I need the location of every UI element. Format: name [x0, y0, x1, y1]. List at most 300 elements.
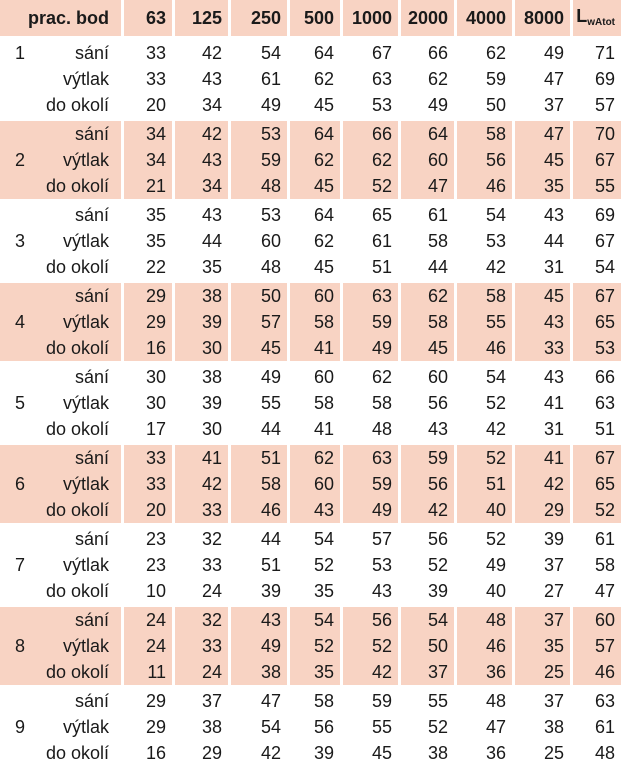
level-cell: 59 [454, 66, 512, 92]
point-number [0, 688, 40, 714]
level-cell: 46 [454, 173, 512, 202]
table-row [0, 526, 621, 552]
table-row [0, 173, 621, 202]
level-cell: 30 [121, 390, 172, 416]
level-cell: 27 [512, 578, 570, 604]
level-cell: 54 [454, 364, 512, 390]
measurement-type-label: sání [40, 442, 121, 471]
level-cell: 59 [340, 471, 398, 497]
level-cell: 56 [287, 714, 340, 740]
level-cell: 48 [340, 416, 398, 442]
table-row [0, 280, 621, 309]
level-cell: 43 [398, 416, 454, 442]
level-cell: 43 [172, 66, 228, 92]
level-cell: 34 [172, 173, 228, 202]
level-cell: 60 [287, 364, 340, 390]
measurement-type-label: sání [74, 691, 110, 711]
total-level-cell: 57 [570, 633, 621, 659]
measurement-type-label: sání [74, 367, 110, 387]
level-cell: 44 [228, 416, 287, 442]
total-level-main: L [576, 6, 588, 26]
level-cell: 39 [172, 309, 228, 335]
table-row [0, 92, 621, 118]
measurement-type-label: výtlak [40, 309, 121, 335]
level-cell: 61 [340, 228, 398, 254]
header-row [0, 0, 621, 40]
total-level-subscript: wAtot [587, 17, 616, 28]
level-cell: 49 [340, 335, 398, 364]
level-cell: 54 [398, 604, 454, 633]
level-cell: 54 [287, 526, 340, 552]
level-cell: 52 [454, 390, 512, 416]
level-cell: 48 [228, 254, 287, 280]
level-cell: 34 [121, 147, 172, 173]
level-cell: 59 [340, 309, 398, 335]
level-cell: 29 [172, 740, 228, 766]
level-cell: 52 [454, 442, 512, 471]
level-cell: 33 [172, 633, 228, 659]
measurement-type-label: výtlak [63, 231, 110, 251]
level-cell: 42 [454, 416, 512, 442]
measurement-type-label: výtlak [63, 69, 110, 89]
point-number: 2 [0, 147, 40, 173]
level-cell: 20 [121, 497, 172, 526]
level-cell: 50 [454, 92, 512, 118]
level-cell: 41 [512, 442, 570, 471]
level-cell: 29 [512, 497, 570, 526]
level-cell: 51 [340, 254, 398, 280]
level-cell: 49 [228, 364, 287, 390]
level-cell: 62 [454, 40, 512, 66]
level-cell: 11 [121, 659, 172, 688]
level-cell: 49 [512, 40, 570, 66]
level-cell: 25 [512, 659, 570, 688]
level-cell: 44 [172, 228, 228, 254]
table-row [0, 390, 621, 416]
level-cell: 39 [172, 390, 228, 416]
level-cell: 38 [512, 714, 570, 740]
total-level-cell: 63 [570, 390, 621, 416]
total-level-cell: 67 [570, 442, 621, 471]
level-cell: 56 [398, 526, 454, 552]
level-cell: 65 [340, 202, 398, 228]
level-cell: 45 [512, 147, 570, 173]
level-cell: 52 [398, 714, 454, 740]
level-cell: 62 [287, 147, 340, 173]
level-cell: 56 [454, 147, 512, 173]
level-cell: 53 [340, 552, 398, 578]
level-cell: 25 [512, 740, 570, 766]
table-row [0, 497, 621, 526]
level-cell: 56 [340, 604, 398, 633]
table-row [0, 66, 621, 92]
measurement-type-label: do okolí [40, 173, 121, 202]
table-row [0, 633, 621, 659]
level-cell: 39 [398, 578, 454, 604]
freq-header-8000: 8000 [512, 0, 570, 40]
level-cell: 35 [287, 659, 340, 688]
level-cell: 45 [512, 280, 570, 309]
total-level-cell: 54 [570, 254, 621, 280]
level-cell: 62 [398, 66, 454, 92]
level-cell: 42 [172, 118, 228, 147]
level-cell: 42 [172, 471, 228, 497]
level-cell: 49 [398, 92, 454, 118]
total-level-cell: 67 [570, 147, 621, 173]
level-cell: 66 [398, 40, 454, 66]
level-cell: 52 [287, 633, 340, 659]
table-row [0, 442, 621, 471]
level-cell: 38 [172, 714, 228, 740]
freq-header-1000: 1000 [340, 0, 398, 40]
total-level-cell: 57 [570, 92, 621, 118]
freq-header-4000: 4000 [454, 0, 512, 40]
level-cell: 52 [398, 552, 454, 578]
level-cell: 29 [121, 309, 172, 335]
level-cell: 58 [287, 309, 340, 335]
level-cell: 43 [512, 202, 570, 228]
level-cell: 43 [340, 578, 398, 604]
total-level-cell: 70 [570, 118, 621, 147]
measurement-type-label: výtlak [63, 393, 110, 413]
level-cell: 32 [172, 604, 228, 633]
level-cell: 31 [512, 254, 570, 280]
point-number [0, 497, 40, 526]
total-level-cell: 66 [570, 364, 621, 390]
freq-header-63: 63 [121, 0, 172, 40]
measurement-type-label: sání [40, 118, 121, 147]
level-cell: 34 [172, 92, 228, 118]
table-row [0, 254, 621, 280]
level-cell: 47 [228, 688, 287, 714]
level-cell: 24 [121, 604, 172, 633]
level-cell: 59 [228, 147, 287, 173]
total-level-cell: 67 [570, 228, 621, 254]
measurement-type-label: do okolí [40, 335, 121, 364]
level-cell: 58 [398, 309, 454, 335]
point-number: 3 [14, 231, 25, 251]
level-cell: 58 [454, 118, 512, 147]
point-number [0, 604, 40, 633]
level-cell: 59 [398, 442, 454, 471]
point-number [0, 118, 40, 147]
level-cell: 64 [398, 118, 454, 147]
level-cell: 37 [398, 659, 454, 688]
level-cell: 33 [172, 497, 228, 526]
level-cell: 42 [398, 497, 454, 526]
table-row [0, 147, 621, 173]
point-number [0, 202, 40, 228]
level-cell: 55 [340, 714, 398, 740]
point-number [0, 442, 40, 471]
level-cell: 57 [340, 526, 398, 552]
point-number [0, 92, 40, 118]
level-cell: 64 [287, 40, 340, 66]
table-row [0, 118, 621, 147]
table-row [0, 364, 621, 390]
level-cell: 55 [454, 309, 512, 335]
level-cell: 45 [340, 740, 398, 766]
level-cell: 61 [398, 202, 454, 228]
table-row [0, 309, 621, 335]
level-cell: 35 [512, 173, 570, 202]
measurement-type-label: sání [74, 529, 110, 549]
level-cell: 36 [454, 659, 512, 688]
level-cell: 51 [228, 552, 287, 578]
level-cell: 24 [172, 578, 228, 604]
level-cell: 57 [228, 309, 287, 335]
point-number [0, 578, 40, 604]
level-cell: 62 [287, 66, 340, 92]
table-row [0, 604, 621, 633]
level-cell: 62 [340, 147, 398, 173]
level-cell: 51 [454, 471, 512, 497]
measurement-type-label: sání [40, 280, 121, 309]
level-cell: 66 [340, 118, 398, 147]
table-row [0, 714, 621, 740]
level-cell: 41 [512, 390, 570, 416]
level-cell: 47 [512, 66, 570, 92]
level-cell: 23 [121, 526, 172, 552]
level-cell: 62 [340, 364, 398, 390]
level-cell: 63 [340, 442, 398, 471]
point-number [0, 66, 40, 92]
level-cell: 54 [454, 202, 512, 228]
point-number [0, 526, 40, 552]
table-row [0, 335, 621, 364]
level-cell: 58 [228, 471, 287, 497]
level-cell: 55 [398, 688, 454, 714]
measurement-type-label: výtlak [63, 717, 110, 737]
table-row [0, 688, 621, 714]
point-number [0, 659, 40, 688]
level-cell: 39 [512, 526, 570, 552]
level-cell: 52 [340, 173, 398, 202]
total-level-cell: 55 [570, 173, 621, 202]
level-cell: 29 [121, 714, 172, 740]
level-cell: 30 [172, 335, 228, 364]
total-level-cell: 65 [570, 471, 621, 497]
level-cell: 49 [454, 552, 512, 578]
point-number [0, 416, 40, 442]
level-cell: 30 [121, 364, 172, 390]
total-level-cell: 48 [570, 740, 621, 766]
level-cell: 45 [287, 92, 340, 118]
level-cell: 33 [121, 66, 172, 92]
level-cell: 44 [512, 228, 570, 254]
table-row [0, 659, 621, 688]
level-cell: 54 [228, 40, 287, 66]
level-cell: 43 [172, 147, 228, 173]
level-cell: 40 [454, 578, 512, 604]
level-cell: 49 [228, 92, 287, 118]
level-cell: 41 [172, 442, 228, 471]
level-cell: 37 [512, 688, 570, 714]
level-cell: 37 [512, 604, 570, 633]
level-cell: 49 [228, 633, 287, 659]
level-cell: 30 [172, 416, 228, 442]
level-cell: 45 [287, 173, 340, 202]
level-cell: 41 [287, 335, 340, 364]
measurement-type-label: do okolí [45, 419, 110, 439]
level-cell: 53 [454, 228, 512, 254]
level-cell: 43 [228, 604, 287, 633]
table-row [0, 202, 621, 228]
level-cell: 41 [287, 416, 340, 442]
level-cell: 58 [398, 228, 454, 254]
level-cell: 46 [454, 335, 512, 364]
level-cell: 51 [228, 442, 287, 471]
level-cell: 48 [454, 604, 512, 633]
point-number [0, 740, 40, 766]
level-cell: 38 [172, 280, 228, 309]
level-cell: 60 [398, 364, 454, 390]
level-cell: 44 [398, 254, 454, 280]
point-number [0, 280, 40, 309]
measurement-type-label: výtlak [40, 147, 121, 173]
level-cell: 45 [398, 335, 454, 364]
level-cell: 20 [121, 92, 172, 118]
level-cell: 60 [287, 471, 340, 497]
point-number [0, 335, 40, 364]
level-cell: 60 [287, 280, 340, 309]
table-row [0, 40, 621, 66]
level-cell: 52 [454, 526, 512, 552]
measurement-type-label: do okolí [45, 581, 110, 601]
total-level-cell: 60 [570, 604, 621, 633]
level-cell: 32 [172, 526, 228, 552]
freq-header-2000: 2000 [398, 0, 454, 40]
level-cell: 42 [172, 40, 228, 66]
level-cell: 47 [454, 714, 512, 740]
level-cell: 16 [121, 335, 172, 364]
level-cell: 59 [340, 688, 398, 714]
level-cell: 61 [228, 66, 287, 92]
freq-header-125: 125 [172, 0, 228, 40]
measurement-type-label: do okolí [40, 497, 121, 526]
level-cell: 42 [340, 659, 398, 688]
level-cell: 48 [228, 173, 287, 202]
level-cell: 38 [398, 740, 454, 766]
measurement-type-label: výtlak [63, 555, 110, 575]
total-level-cell: 65 [570, 309, 621, 335]
total-level-cell: 52 [570, 497, 621, 526]
measurement-type-label: sání [40, 604, 121, 633]
total-level-cell: 61 [570, 526, 621, 552]
total-level-cell: 47 [570, 578, 621, 604]
total-level-cell: 51 [570, 416, 621, 442]
measurement-type-label: výtlak [40, 471, 121, 497]
level-cell: 44 [228, 526, 287, 552]
level-cell: 21 [121, 173, 172, 202]
level-cell: 43 [172, 202, 228, 228]
total-level-cell: 69 [570, 66, 621, 92]
level-cell: 60 [228, 228, 287, 254]
level-cell: 64 [287, 202, 340, 228]
level-cell: 43 [287, 497, 340, 526]
measurement-type-label: do okolí [40, 659, 121, 688]
level-cell: 22 [121, 254, 172, 280]
level-cell: 67 [340, 40, 398, 66]
level-cell: 29 [121, 280, 172, 309]
measurement-type-label: sání [74, 205, 110, 225]
point-number: 8 [0, 633, 40, 659]
level-cell: 62 [287, 228, 340, 254]
measurement-type-label: do okolí [45, 257, 110, 277]
level-cell: 62 [398, 280, 454, 309]
level-cell: 42 [454, 254, 512, 280]
point-column-header: prac. bod [0, 0, 121, 40]
level-cell: 52 [340, 633, 398, 659]
total-level-cell: 63 [570, 688, 621, 714]
level-cell: 31 [512, 416, 570, 442]
measurement-type-label: do okolí [45, 95, 110, 115]
level-cell: 35 [121, 202, 172, 228]
level-cell: 50 [228, 280, 287, 309]
total-level-cell: 71 [570, 40, 621, 66]
point-number: 4 [0, 309, 40, 335]
point-number: 6 [0, 471, 40, 497]
level-cell: 53 [228, 202, 287, 228]
table-row [0, 740, 621, 766]
level-cell: 37 [172, 688, 228, 714]
table-body [0, 40, 621, 766]
level-cell: 43 [512, 309, 570, 335]
point-number [0, 364, 40, 390]
level-cell: 33 [172, 552, 228, 578]
level-cell: 38 [228, 659, 287, 688]
level-cell: 46 [228, 497, 287, 526]
total-level-header [570, 0, 621, 40]
level-cell: 37 [512, 552, 570, 578]
level-cell: 63 [340, 66, 398, 92]
level-cell: 63 [340, 280, 398, 309]
level-cell: 36 [454, 740, 512, 766]
level-cell: 24 [121, 633, 172, 659]
table-row [0, 471, 621, 497]
level-cell: 49 [340, 497, 398, 526]
level-cell: 58 [287, 688, 340, 714]
point-number: 5 [14, 393, 25, 413]
point-number: 1 [14, 43, 25, 63]
level-cell: 52 [287, 552, 340, 578]
measurement-type-label: výtlak [40, 633, 121, 659]
level-cell: 48 [454, 688, 512, 714]
level-cell: 16 [121, 740, 172, 766]
level-cell: 47 [398, 173, 454, 202]
table-row [0, 416, 621, 442]
level-cell: 33 [121, 471, 172, 497]
level-cell: 47 [512, 118, 570, 147]
level-cell: 53 [340, 92, 398, 118]
measurement-type-label: do okolí [45, 743, 110, 763]
total-level-cell: 69 [570, 202, 621, 228]
point-number: 9 [14, 717, 25, 737]
level-cell: 54 [228, 714, 287, 740]
level-cell: 38 [172, 364, 228, 390]
level-cell: 33 [121, 40, 172, 66]
total-level-cell: 58 [570, 552, 621, 578]
level-cell: 37 [512, 92, 570, 118]
freq-header-500: 500 [287, 0, 340, 40]
level-cell: 10 [121, 578, 172, 604]
level-cell: 55 [228, 390, 287, 416]
level-cell: 64 [287, 118, 340, 147]
table-row [0, 578, 621, 604]
total-level-cell: 61 [570, 714, 621, 740]
point-number [0, 173, 40, 202]
level-cell: 43 [512, 364, 570, 390]
